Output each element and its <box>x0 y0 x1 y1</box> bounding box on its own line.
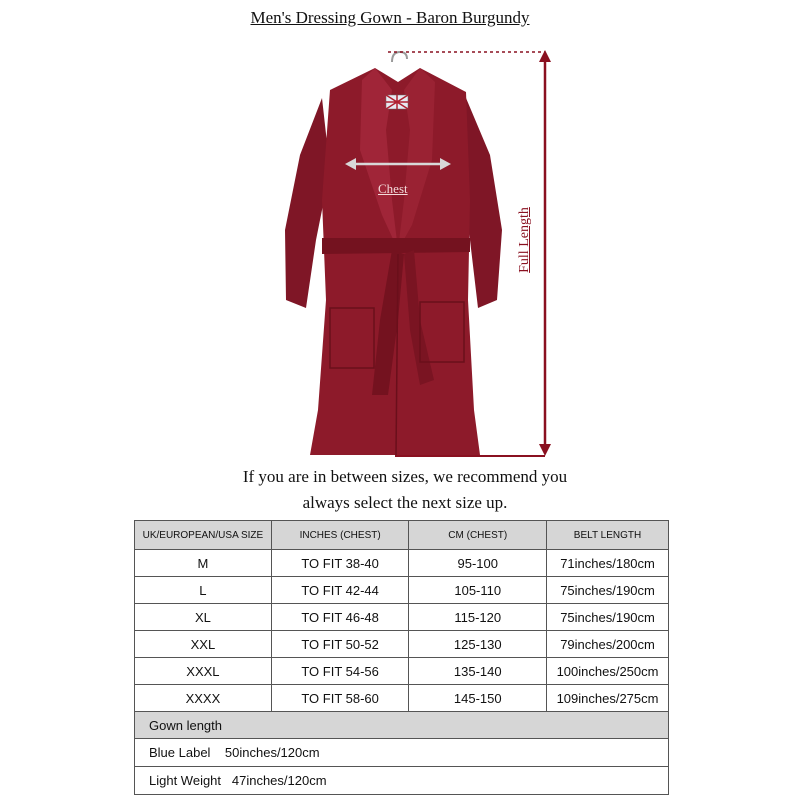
belt-cell: 79inches/200cm <box>547 631 669 658</box>
size-chart-table <box>134 520 669 795</box>
gown-length-header-row <box>135 712 669 739</box>
cm-cell: 145-150 <box>409 685 547 712</box>
belt-cell: 109inches/275cm <box>547 685 669 712</box>
gown-length-cell <box>135 739 669 767</box>
header-belt-length: BELT LENGTH <box>547 521 669 550</box>
gown-length-cell <box>135 767 669 795</box>
cm-cell: 115-120 <box>409 604 547 631</box>
chest-label: Chest <box>378 181 408 196</box>
inches-cell: TO FIT 46-48 <box>271 604 409 631</box>
size-cell: XXXX <box>135 685 272 712</box>
gown-length-label: Light Weight <box>149 773 222 788</box>
gown-length-value: 50inches/120cm <box>224 745 320 760</box>
cm-cell: 95-100 <box>409 550 547 577</box>
table-header-row <box>135 521 669 550</box>
gown-length-header: Gown length <box>135 712 669 739</box>
belt-cell: 71inches/180cm <box>547 550 669 577</box>
header-cm-chest: CM (CHEST) <box>409 521 547 550</box>
size-cell: XXL <box>135 631 272 658</box>
inches-cell: TO FIT 42-44 <box>271 577 409 604</box>
size-cell: M <box>135 550 272 577</box>
sizing-note <box>160 464 650 516</box>
table-row <box>135 577 669 604</box>
belt-cell: 75inches/190cm <box>547 604 669 631</box>
size-cell: L <box>135 577 272 604</box>
cm-cell: 105-110 <box>409 577 547 604</box>
inches-cell: TO FIT 50-52 <box>271 631 409 658</box>
table-row <box>135 631 669 658</box>
hanger-hook <box>392 52 407 62</box>
sizing-note-line-2: always select the next size up. <box>302 493 508 512</box>
full-length-text: Full Length <box>517 207 532 273</box>
cm-cell: 125-130 <box>409 631 547 658</box>
page-title: Men's Dressing Gown - Baron Burgundy <box>250 8 530 27</box>
table-row <box>135 550 669 577</box>
table-row <box>135 658 669 685</box>
gown-length-label: Blue Label <box>149 745 211 760</box>
header-inches-chest: INCHES (CHEST) <box>271 521 409 550</box>
size-cell: XXXL <box>135 658 272 685</box>
sizing-note-line-1: If you are in between sizes, we recommend you <box>242 467 568 486</box>
inches-cell: TO FIT 38-40 <box>271 550 409 577</box>
gown-length-value: 47inches/120cm <box>231 773 327 788</box>
inches-cell: TO FIT 58-60 <box>271 685 409 712</box>
gown-length-row <box>135 767 669 795</box>
size-cell: XL <box>135 604 272 631</box>
belt-cell: 100inches/250cm <box>547 658 669 685</box>
inches-cell: TO FIT 54-56 <box>271 658 409 685</box>
gown-length-row <box>135 739 669 767</box>
belt-cell: 75inches/190cm <box>547 577 669 604</box>
table-row <box>135 604 669 631</box>
cm-cell: 135-140 <box>409 658 547 685</box>
table-row <box>135 685 669 712</box>
header-size: UK/EUROPEAN/USA SIZE <box>135 521 272 550</box>
